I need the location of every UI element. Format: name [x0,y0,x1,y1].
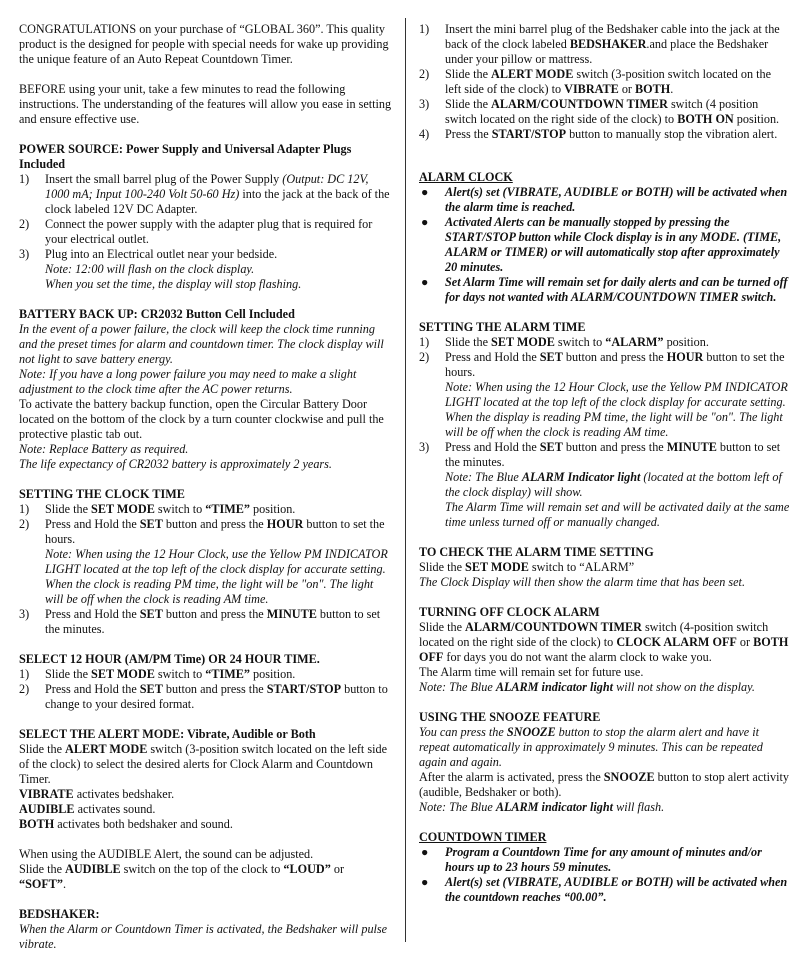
text-line [19,742,393,787]
step-note [445,500,790,530]
text-run: will flash. [613,800,665,814]
text-run: SET [139,682,163,696]
section-snooze [419,710,790,815]
text-run: button to set the hours. [445,350,785,379]
text-run: START/STOP [491,127,567,141]
step-number: 1) [419,335,430,349]
column-divider [405,18,406,942]
text-run: SET [139,607,163,621]
text-run: VIBRATE [19,787,74,801]
text-run: button and press the [162,682,267,696]
bedshaker-lines [19,922,393,952]
text-run: button and press the [162,517,267,531]
text-run: ALARM indicator light [495,680,614,694]
text-run: The Alarm Time will remain set and will be activated daily at the same time unless turned off or manually changed. [445,500,790,529]
heading-bedshaker: BEDSHAKER: [19,907,100,921]
text-run: Slide the [419,620,466,634]
bullet-item [419,845,790,875]
list-item [19,517,393,607]
text-run: BOTH OFF [419,635,789,664]
hour-format-steps [19,667,393,712]
text-run: “ALARM” [605,335,664,349]
text-run: BOTH ON [677,112,734,126]
heading-turning-off-alarm: TURNING OFF CLOCK ALARM [419,605,600,619]
text-run: button to change to your desired format. [45,682,388,711]
text-run: SET MODE [91,667,155,681]
text-run: or [736,635,754,649]
heading-check-alarm: TO CHECK THE ALARM TIME SETTING [419,545,654,559]
text-run: MINUTE [266,607,317,621]
text-run: SET MODE [91,502,155,516]
heading-setting-clock-time: SETTING THE CLOCK TIME [19,487,185,501]
text-run: Slide the [445,335,492,349]
text-run: AUDIBLE [65,862,121,876]
section-battery-backup [19,307,393,472]
text-run: button to stop the alarm alert and have it repeat automatically in approximately 9 minutes. This can be repeated again and again. [419,725,763,769]
list-item [419,335,790,350]
bullet-icon: ● [421,185,429,199]
text-line [419,665,790,680]
battery-lines [19,322,393,472]
text-run: Press and Hold the [45,682,140,696]
text-run: .and place the Bedshaker under your pillow or mattress. [445,37,769,66]
power-steps [19,172,393,292]
text-run: switch (4 position switch located on the right side of the clock) to [445,97,759,126]
alert-mode-lines [19,742,393,832]
list-item [19,682,393,712]
text-run: “SOFT” [19,877,64,891]
text-run: “TIME” [205,667,250,681]
text-run: (located at the bottom left of the clock display) will show. [445,470,782,499]
text-run: “LOUD” [283,862,331,876]
text-run: START/STOP [266,682,342,696]
text-run: Press and Hold the [445,440,540,454]
list-item [19,247,393,292]
intro-before-using [19,82,393,127]
step-number: 2) [19,682,30,696]
text-run: BOTH [635,82,671,96]
text-run: or [618,82,636,96]
text-run: ALERT MODE [65,742,148,756]
text-run: HOUR [666,350,704,364]
text-run: Slide the [19,742,66,756]
text-run: . [670,82,674,96]
right-column [419,22,790,905]
step-number: 2) [419,350,430,364]
heading-countdown-timer: COUNTDOWN TIMER [419,830,547,844]
text-run: Slide the [45,502,92,516]
text-run: SNOOZE [506,725,556,739]
step-note: Note: When using the 12 Hour Clock, use the Yellow PM INDICATOR LIGHT located at the top left of the clock display for accurate setting. When the clock is reading PM time, the light will be "on". The light will be off when the clock is reading AM time. [45,547,388,606]
text-run: ALARM/COUNTDOWN TIMER [465,620,642,634]
bullet-text: Program a Countdown Time for any amount of minutes and/or hours up to 23 hours 59 minutes. [445,845,762,874]
text-run: switch (3-position switch located on the left side of the clock) to [445,67,772,96]
text-run: Note: Replace Battery as required. [19,442,189,456]
text-run: CONGRATULATIONS [19,22,137,36]
section-bedshaker [19,907,393,952]
text-line [19,787,393,802]
list-item [19,667,393,682]
step-number: 3) [19,607,30,621]
bullet-icon: ● [421,875,429,889]
bullet-text: Alert(s) set (VIBRATE, AUDIBLE or BOTH) will be activated when the alarm time is reached. [445,185,788,214]
text-run: switch to “ALARM” [528,560,635,574]
text-run: The life expectancy of CR2032 battery is approximately 2 years. [19,457,332,471]
text-run: position. [249,667,296,681]
text-run: for days you do not want the alarm clock to wake you. [443,650,712,664]
list-item [419,440,790,530]
text-run: CLOCK ALARM OFF [616,635,737,649]
text-run: Slide the [445,67,492,81]
text-line [19,802,393,817]
text-line [419,725,790,770]
left-column [19,22,393,952]
text-run: You can press the [419,725,507,739]
list-item [419,22,790,67]
text-run: position. [733,112,780,126]
text-run: BEDSHAKER [569,37,647,51]
heading-alarm-clock: ALARM CLOCK [419,170,513,184]
section-alarm-clock [419,170,790,305]
step-number: 4) [419,127,430,141]
text-run: BEFORE using your unit, take a few minutes to read the following instructions. The understanding of the features will allow you ease in setting and ensure effective use. [19,82,392,126]
text-run: Note: The Blue [419,800,496,814]
text-run: button to set the hours. [45,517,385,546]
check-alarm-lines [419,560,790,590]
text-run: Press the [445,127,492,141]
heading-hour-format: SELECT 12 HOUR (AM/PM Time) OR 24 HOUR TIME. [19,652,320,666]
list-item [19,607,393,637]
bullet-item [419,185,790,215]
list-item [19,172,393,217]
step-note: Note: When using the 12 Hour Clock, use the Yellow PM INDICATOR LIGHT located at the top left of the clock display for accurate setting. When the display is reading PM time, the light will be "on". The light will be off when the clock is reading AM time. [445,380,788,439]
text-run: Note: The Blue [445,470,522,484]
step-note: Note: 12:00 will flash on the clock display. [45,262,255,276]
section-turning-off-alarm [419,605,790,695]
text-run: Slide the [445,97,492,111]
text-line [419,770,790,800]
text-run: To activate the battery backup function, open the Circular Battery Door located on the bottom of the clock by a turn counter clockwise and pull the protective plastic tab out. [19,397,384,441]
bedshaker-steps [419,22,790,142]
text-run: switch to [154,502,206,516]
text-run: (Output: DC 12V, 1000 mA; Input 100-240 Volt 50-60 Hz) [45,172,369,201]
text-run: button to set the minutes. [445,440,781,469]
section-setting-alarm-time [419,320,790,530]
turn-off-lines [419,620,790,695]
text-run: Slide the [19,862,66,876]
text-line [419,620,790,665]
list-item [419,67,790,97]
alarm-clock-bullets [419,185,790,305]
text-run: “TIME” [205,502,250,516]
text-run: Note: The Blue [419,680,496,694]
text-line [19,397,393,442]
text-run: button to set the minutes. [45,607,381,636]
step-number: 3) [419,97,430,111]
text-run: ALERT MODE [491,67,574,81]
text-run: will not show on the display. [613,680,755,694]
text-line [419,800,790,815]
text-run: switch (4-position switch located on the right side of the clock) to [419,620,769,649]
text-run: Plug into an Electrical outlet near your bedside. [45,247,278,261]
step-number: 1) [19,172,30,186]
text-run: button to stop alert activity (audible, Bedshaker or both). [419,770,789,799]
text-run: switch to [554,335,606,349]
bullet-icon: ● [421,845,429,859]
text-run: MINUTE [666,440,717,454]
text-line [19,817,393,832]
text-run: button to manually stop the vibration alert. [566,127,778,141]
text-run: button and press the [562,350,667,364]
list-item [19,217,393,247]
bullet-item [419,275,790,305]
section-hour-format [19,652,393,712]
step-number: 2) [419,67,430,81]
section-power-source [19,142,393,292]
text-run: SET MODE [491,335,555,349]
text-run: SNOOZE [603,770,655,784]
text-run: In the event of a power failure, the clock will keep the clock time running and the preset times for alarm and countdown timer. The clock display will not light to save battery energy. [19,322,384,366]
section-check-alarm [419,545,790,590]
bullet-item [419,875,790,905]
step-number: 1) [419,22,430,36]
list-item [419,127,790,142]
snooze-lines [419,725,790,815]
text-run: ALARM Indicator light [521,470,641,484]
text-run: ALARM/COUNTDOWN TIMER [491,97,668,111]
text-run: position. [249,502,296,516]
clock-time-steps [19,502,393,637]
text-line [419,560,790,575]
step-note: When you set the time, the display will stop flashing. [45,277,302,291]
text-run: Press and Hold the [445,350,540,364]
text-run: . [63,877,67,891]
section-countdown-timer [419,830,790,905]
bullet-text: Alert(s) set (VIBRATE, AUDIBLE or BOTH) will be activated when the countdown reaches “00.00”. [445,875,788,904]
text-run: switch on the top of the clock to [120,862,284,876]
text-run: Slide the [419,560,466,574]
text-run: VIBRATE [564,82,619,96]
step-note [445,470,790,500]
text-run: switch (3-position switch located on the left side of the clock) to select the desired alerts for Clock Alarm and Countdown Timer. [19,742,387,786]
intro-congratulations [19,22,393,67]
text-run: Note: If you have a long power failure you may need to make a slight adjustment to the clock time after the AC power returns. [19,367,357,396]
bullet-text: Activated Alerts can be manually stopped by pressing the START/STOP button while Clock display is in any MODE. (TIME, ALARM or TIMER) or will automatically stop after approximately 20 minutes. [445,215,782,274]
step-number: 1) [19,502,30,516]
text-line [19,442,393,457]
step-number: 3) [419,440,430,454]
text-run: switch to [154,667,206,681]
text-run: HOUR [266,517,304,531]
text-run: into the jack at the back of the clock labeled 12V DC Adapter. [45,187,390,216]
text-run: When using the AUDIBLE Alert, the sound can be adjusted. [19,847,314,861]
section-setting-clock-time [19,487,393,637]
text-run: SET [539,440,563,454]
text-run: SET MODE [465,560,529,574]
heading-battery-backup: BATTERY BACK UP: CR2032 Button Cell Included [19,307,295,321]
heading-alert-mode: SELECT THE ALERT MODE: Vibrate, Audible or Both [19,727,316,741]
list-item [419,97,790,127]
text-run: SET [139,517,163,531]
text-line [19,922,393,952]
step-number: 1) [19,667,30,681]
text-line [19,457,393,472]
text-run: When the Alarm or Countdown Timer is activated, the Bedshaker will pulse vibrate. [19,922,388,951]
step-number: 2) [19,517,30,531]
text-run: activates sound. [74,802,156,816]
bullet-icon: ● [421,275,429,289]
text-run: The Clock Display will then show the alarm time that has been set. [419,575,745,589]
bullet-item [419,215,790,275]
step-number: 3) [19,247,30,261]
text-run: button and press the [562,440,667,454]
section-alert-mode [19,727,393,892]
text-run: The Alarm time will remain set for future use. [419,665,644,679]
text-run: SET [539,350,563,364]
alarm-time-steps [419,335,790,530]
list-item [19,502,393,517]
heading-snooze: USING THE SNOOZE FEATURE [419,710,601,724]
text-run: Slide the [45,667,92,681]
text-line [419,575,790,590]
text-run: Press and Hold the [45,607,140,621]
list-item [419,350,790,440]
text-run: After the alarm is activated, press the [419,770,604,784]
text-line [419,680,790,695]
text-line [19,367,393,397]
step-number: 2) [19,217,30,231]
text-run: or [330,862,345,876]
text-run: BOTH [19,817,55,831]
countdown-bullets [419,845,790,905]
text-run: position. [663,335,709,349]
text-run: activates bedshaker. [73,787,175,801]
text-run: Insert the mini barrel plug of the Bedshaker cable into the jack at the back of the clock labeled [445,22,780,51]
heading-setting-alarm-time: SETTING THE ALARM TIME [419,320,586,334]
text-run: Press and Hold the [45,517,140,531]
audible-adjust-lines [19,847,393,892]
text-run: on your purchase of “GLOBAL 360”. This quality product is the designed for people with special needs for wake up providing the unique feature of an Auto Repeat Countdown Timer. [19,22,389,66]
text-run: Connect the power supply with the adapter plug that is required for your electrical outlet. [45,217,373,246]
text-run: Insert the small barrel plug of the Power Supply [45,172,283,186]
text-line [19,847,393,862]
text-line [19,862,393,892]
bullet-text: Set Alarm Time will remain set for daily alerts and can be turned off for days not wanted with ALARM/COUNTDOWN TIMER switch. [445,275,788,304]
heading-power-source: POWER SOURCE: Power Supply and Universal Adapter Plugs Included [19,142,352,171]
text-run: AUDIBLE [19,802,75,816]
text-run: activates both bedshaker and sound. [54,817,233,831]
text-line [19,322,393,367]
text-run: button and press the [162,607,267,621]
text-run: ALARM indicator light [495,800,614,814]
bullet-icon: ● [421,215,429,229]
